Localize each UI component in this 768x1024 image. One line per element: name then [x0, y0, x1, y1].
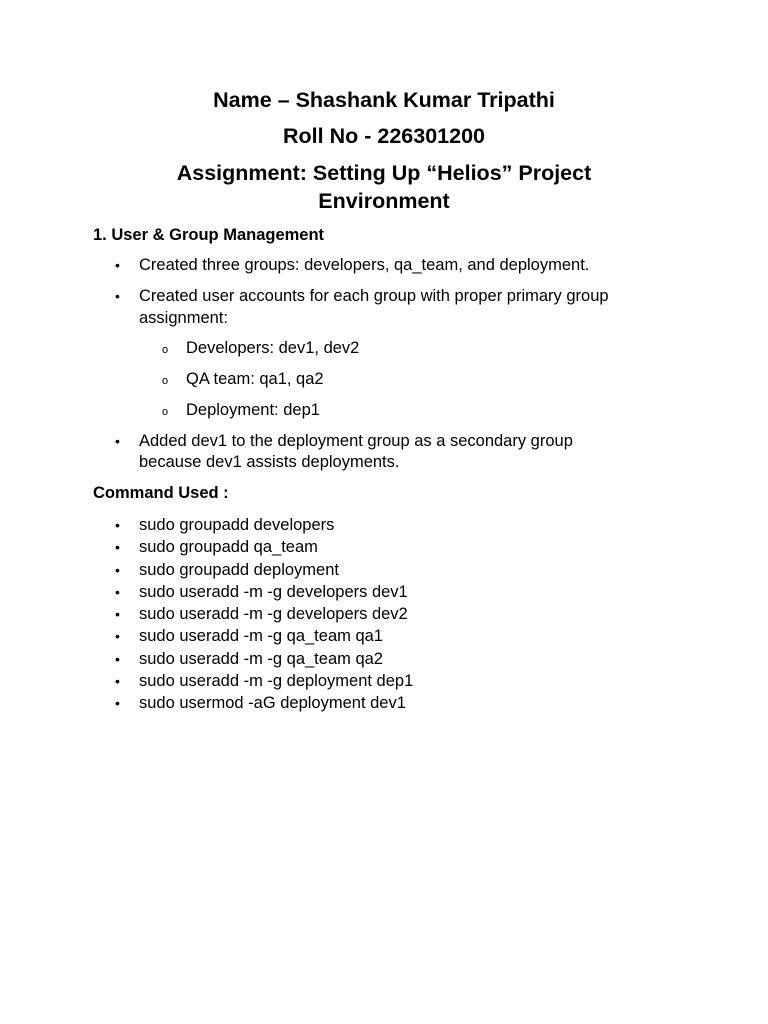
bullet-icon: • — [115, 606, 120, 622]
section-heading-user-group: 1. User & Group Management — [93, 226, 325, 244]
list-item-text-continued: because dev1 assists deployments. — [139, 453, 400, 471]
command-item: sudo groupadd deployment — [139, 561, 339, 579]
list-item-text: Added dev1 to the deployment group as a secondary group — [139, 432, 573, 450]
bullet-icon: • — [115, 695, 120, 711]
command-item: sudo useradd -m -g deployment dep1 — [139, 672, 414, 690]
command-item: sudo groupadd developers — [139, 516, 335, 534]
hollow-bullet-icon: o — [162, 406, 169, 418]
name-heading: Name – Shashank Kumar Tripathi — [213, 88, 555, 112]
bullet-icon: • — [115, 257, 120, 273]
command-item: sudo useradd -m -g qa_team qa2 — [139, 650, 383, 668]
command-item: sudo useradd -m -g developers dev1 — [139, 583, 408, 601]
bullet-icon: • — [115, 628, 120, 644]
bullet-icon: • — [115, 584, 120, 600]
bullet-icon: • — [115, 288, 120, 304]
hollow-bullet-icon: o — [162, 375, 169, 387]
bullet-icon: • — [115, 433, 120, 449]
roll-number-heading: Roll No - 226301200 — [283, 124, 485, 148]
list-item-text-continued: assignment: — [139, 309, 228, 327]
bullet-icon: • — [115, 651, 120, 667]
list-item-text: Created user accounts for each group with proper primary group — [139, 287, 609, 305]
assignment-title-line2: Environment — [318, 189, 450, 213]
assignment-title-line1: Assignment: Setting Up “Helios” Project — [176, 161, 592, 185]
sub-list-item: QA team: qa1, qa2 — [186, 370, 324, 388]
bullet-icon: • — [115, 562, 120, 578]
hollow-bullet-icon: o — [162, 344, 169, 356]
command-item: sudo useradd -m -g qa_team qa1 — [139, 627, 383, 645]
command-item: sudo useradd -m -g developers dev2 — [139, 605, 408, 623]
sub-list-item: Deployment: dep1 — [186, 401, 320, 419]
command-item: sudo groupadd qa_team — [139, 538, 318, 556]
sub-list-item: Developers: dev1, dev2 — [186, 339, 360, 357]
command-item: sudo usermod -aG deployment dev1 — [139, 694, 406, 712]
bullet-icon: • — [115, 517, 120, 533]
list-item-text: Created three groups: developers, qa_team, and deployment. — [139, 256, 590, 274]
commands-heading: Command Used : — [93, 484, 229, 502]
bullet-icon: • — [115, 539, 120, 555]
bullet-icon: • — [115, 673, 120, 689]
